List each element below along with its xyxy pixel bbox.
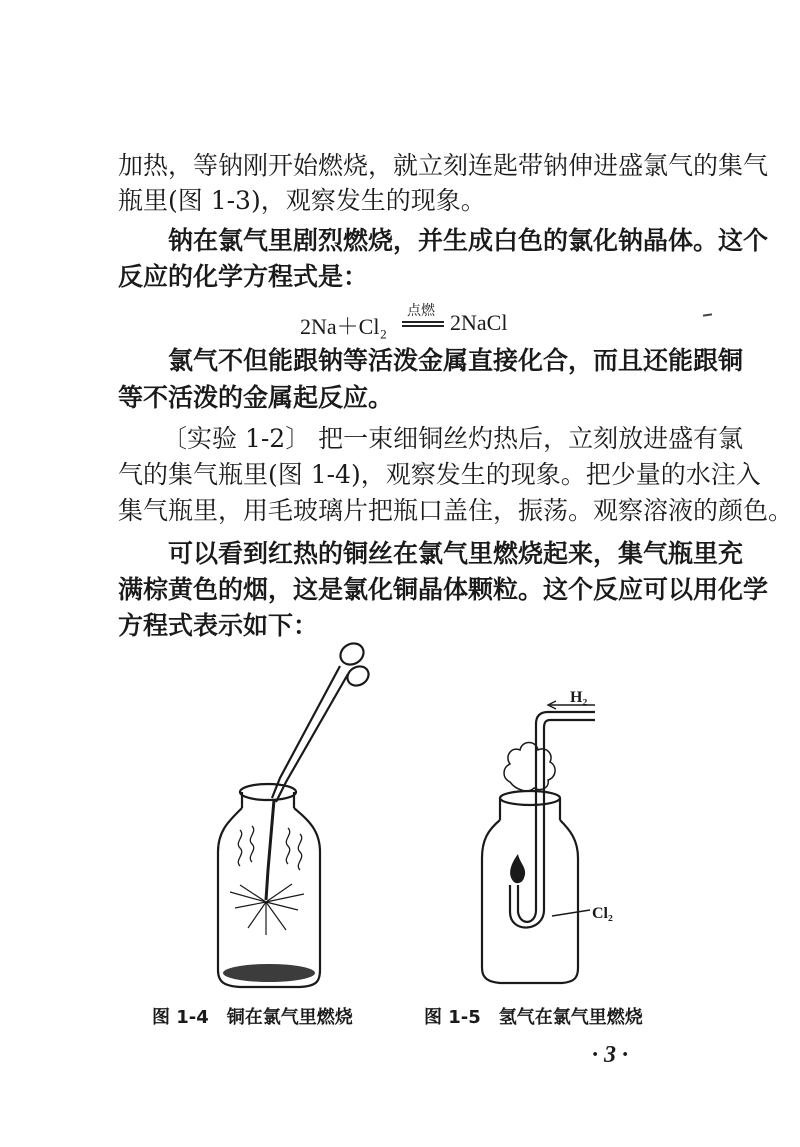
- equation-reactants: 2Na＋Cl₂: [300, 314, 388, 339]
- cl2-label: Cl₂: [592, 905, 613, 922]
- paragraph-line: 反应的化学方程式是：: [118, 262, 369, 291]
- paragraph-line: 瓶里(图 1-3)，观察发生的现象。: [118, 186, 486, 215]
- h2-label: H₂: [570, 689, 588, 706]
- figure-hydrogen-in-chlorine: [470, 670, 640, 1000]
- smoke-cloud: [504, 743, 555, 791]
- paragraph-line: 氯气不但能跟钠等活泼金属直接化合，而且还能跟铜: [168, 346, 744, 375]
- paragraph-line: 〔实验 1-2〕 把一束细铜丝灼热后，立刻放进盛有氯: [162, 424, 744, 453]
- chemical-equation: [300, 300, 540, 340]
- paragraph-line: 气的集气瓶里(图 1-4)，观察发生的现象。把少量的水注入: [118, 460, 761, 489]
- paragraph-line: 加热，等钠刚开始燃烧，就立刻连匙带钠伸进盛氯气的集气: [118, 151, 769, 180]
- paragraph-line: 等不活泼的金属起反应。: [118, 383, 394, 412]
- figure-caption: 图 1-4 铜在氯气里燃烧: [152, 1007, 353, 1028]
- equation-arrow-line: [402, 321, 444, 323]
- tongs-loop: [344, 663, 372, 690]
- stray-mark: [703, 313, 712, 316]
- flame: [510, 854, 525, 883]
- paragraph-line: 方程式表示如下：: [118, 611, 319, 640]
- tongs-loop: [337, 639, 368, 668]
- residue: [223, 964, 315, 982]
- gas-jar: [482, 820, 578, 983]
- copper-wire: [266, 800, 274, 900]
- figure-copper-in-chlorine: [200, 630, 390, 1000]
- paragraph-line: 钠在氯气里剧烈燃烧，并生成白色的氯化钠晶体。这个: [168, 226, 769, 255]
- paragraph-line: 可以看到红热的铜丝在氯气里燃烧起来，集气瓶里充: [168, 539, 744, 568]
- figure-caption: 图 1-5 氢气在氯气里燃烧: [424, 1007, 643, 1028]
- paragraph-line: 满棕黄色的烟，这是氯化铜晶体颗粒。这个反应可以用化学: [118, 575, 769, 604]
- page-number: · 3 ·: [592, 1042, 628, 1068]
- gas-jar: [218, 808, 320, 987]
- equation-products: 2NaCl: [450, 310, 508, 335]
- paragraph-line: 集气瓶里，用毛玻璃片把瓶口盖住，振荡。观察溶液的颜色。: [118, 496, 794, 525]
- tongs-arm: [276, 674, 348, 802]
- tongs-arm: [272, 666, 340, 798]
- equation-condition: 点燃: [407, 303, 435, 319]
- equation-arrow-line: [402, 325, 444, 327]
